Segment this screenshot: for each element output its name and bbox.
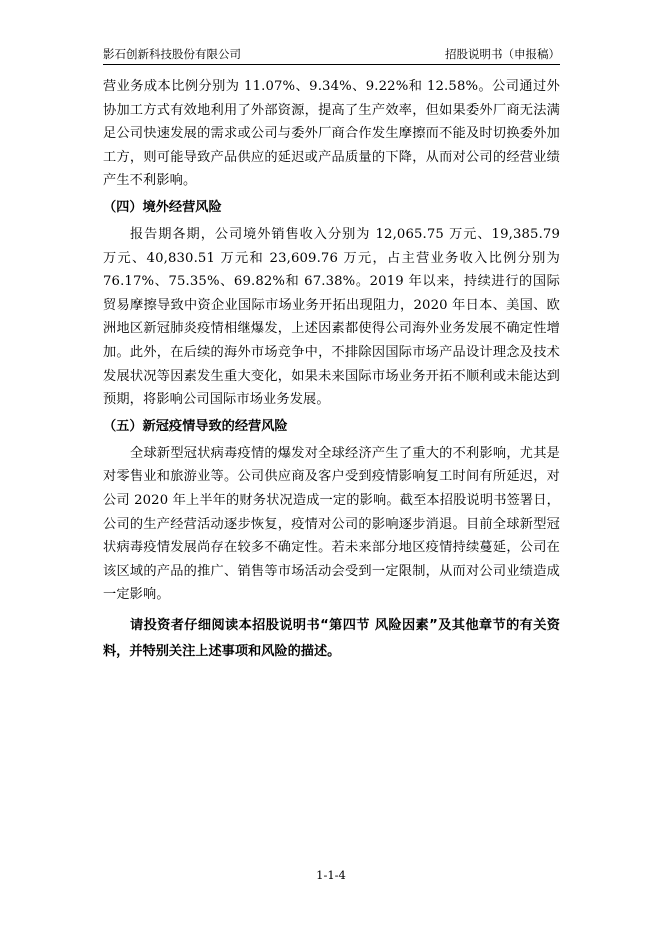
paragraph-outsourcing-continued: 营业务成本比例分别为 11.07%、9.34%、9.22%和 12.58%。公司通过外协加工方式有效地利用了外部资源，提高了生产效率，但如果委外厂商无法满足公司快速发展的需求或公司与委外厂商合作发生摩擦而不能及时切换委外加工方，则可能导致产品供应的延迟或产品质量的下降，从而对公司的经营业绩产生不利影响。 [103, 79, 560, 189]
header-divider [103, 64, 560, 65]
page-number: 1-1-4 [316, 868, 346, 882]
paragraph-overseas-risk: 报告期各期，公司境外销售收入分别为 12,065.75 万元、19,385.79 万元、40,830.51 万元和 23,609.76 万元，占主营业务收入比例分别为 76.17%、75.35%、69.82%和 67.38%。2019 年以来，持续进行的国际贸易摩擦导致中资企业国际市场业务开拓出现阻力，2020 年日本、美国、欧洲地区新冠肺炎疫情相继爆发，上述因素都使得公司海外业务发展不确定性增加。此外，在后续的海外市场竞争中，不排除因国际市场产品设计理念及技术发展状况等因素发生重大变化，如果未来国际市场业务开拓不顺利或未能达到预期，将影响公司国际市场业务发展。 [103, 226, 560, 408]
page-header [103, 46, 560, 66]
investor-notice: 请投资者仔细阅读本招股说明书“第四节 风险因素”及其他章节的有关资料，并特别关注上述事项和风险的描述。 [103, 617, 560, 659]
header-document-title: 招股说明书（申报稿） [445, 47, 560, 61]
section-heading-covid-risk: （五）新冠疫情导致的经营风险 [103, 418, 288, 434]
paragraph-covid-risk: 全球新型冠状病毒疫情的爆发对全球经济产生了重大的不利影响，尤其是对零售业和旅游业等。公司供应商及客户受到疫情影响复工时间有所延迟，对公司 2020 年上半年的财务状况造成一定的影响。截至本招股说明书签署日，公司的生产经营活动逐步恢复，疫情对公司的影响逐步消退。目前全球新型冠状病毒疫情发展尚存在较多不确定性。若未来部分地区疫情持续蔓延，公司在该区域的产品的推广、销售等市场活动会受到一定限制，从而对公司业绩造成一定影响。 [103, 445, 560, 603]
section-heading-overseas-risk: （四）境外经营风险 [103, 199, 222, 215]
document-body [103, 75, 560, 678]
header-company-name: 影石创新科技股份有限公司 [103, 47, 241, 61]
